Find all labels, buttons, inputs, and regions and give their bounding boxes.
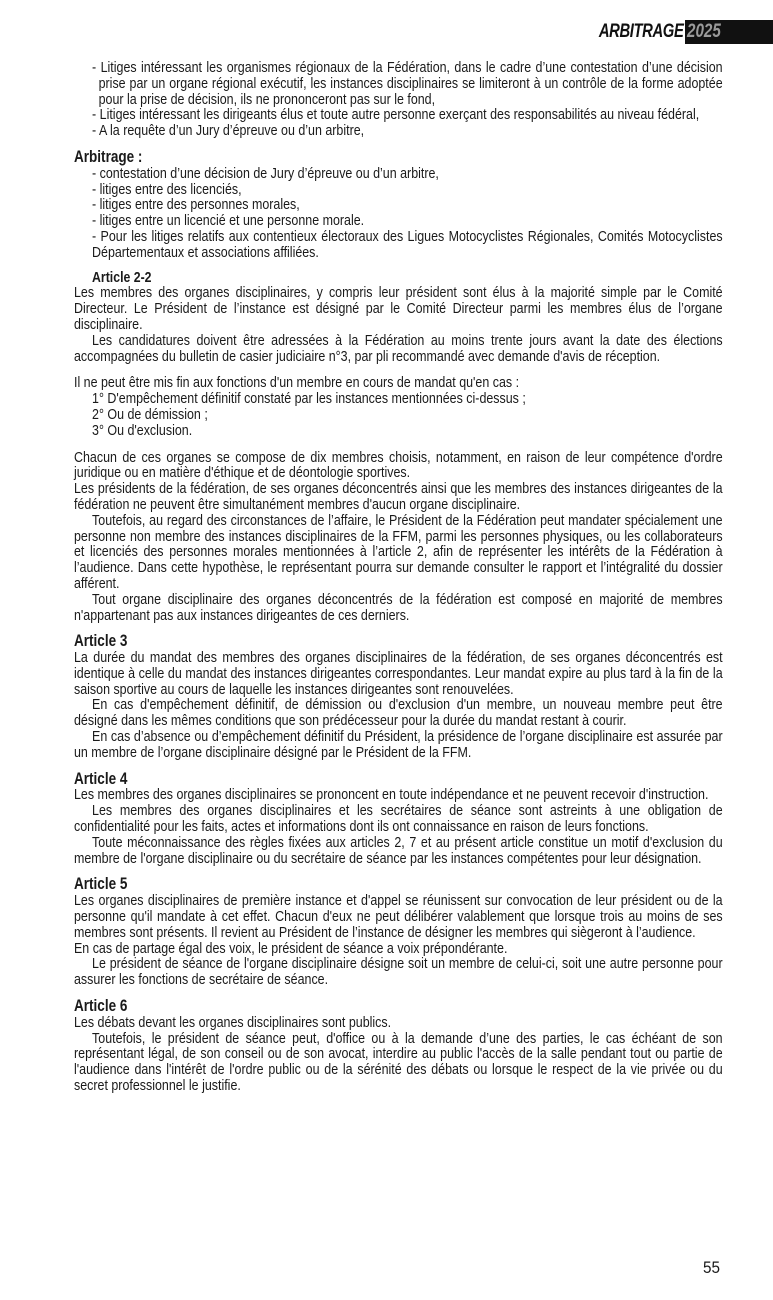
article-heading-4: Article 4	[74, 769, 128, 788]
list-item: - Litiges intéressant les dirigeants élus et toute autre personne exerçant des responsabilités au niveau fédéral,	[92, 106, 700, 124]
paragraph: En cas d'empêchement définitif, de démission ou d'exclusion d'un membre, un nouveau membre peut être désigné dans les mêmes conditions que son prédécesseur pour la durée du mandat restant à courir.	[74, 696, 723, 730]
header-year: 2025	[687, 21, 721, 42]
article-heading-5: Article 5	[74, 875, 128, 894]
page-number: 55	[703, 1258, 721, 1277]
list-item: 2° Ou de démission ;	[92, 405, 208, 423]
paragraph: Les membres des organes disciplinaires se prononcent en toute indépendance et ne peuvent recevoir d'instruction.	[74, 786, 709, 804]
paragraph: Il ne peut être mis fin aux fonctions d'un membre en cours de mandat qu'en cas :	[74, 374, 520, 392]
article-heading-3: Article 3	[74, 632, 128, 651]
paragraph: Chacun de ces organes se compose de dix membres choisis, notamment, en raison de leur compétence d'ordre juridique ou en matière d'éthique et de déontologie sportives.	[74, 448, 723, 482]
list-item: - A la requête d’un Jury d’épreuve ou d’un arbitre,	[92, 122, 365, 140]
list-item: - Pour les litiges relatifs aux contentieux électoraux des Ligues Motocyclistes Régionales, Comités Motocyclistes Départementaux et associations affiliées.	[92, 227, 723, 261]
arbitrage-list	[74, 166, 723, 261]
page-body	[74, 60, 723, 1094]
list-item: - Litiges intéressant les organismes régionaux de la Fédération, dans le cadre d’une contestation d’une décision prise par un organe régional exécutif, les instances disciplinaires se limiteront à un contrôle de la forme adoptée pour la prise de décision, ils ne prononceront pas sur le fond,	[92, 59, 723, 108]
paragraph: Les présidents de la fédération, de ses organes déconcentrés ainsi que les membres des instances dirigeantes de la fédération ne peuvent être simultanément membres d'aucun organe disciplinaire.	[74, 480, 723, 513]
paragraph: Les organes disciplinaires de première instance et d'appel se réunissent sur convocation de leur président ou de la personne qu'il mandate à cet effet. Chacun d'eux ne peut délibérer valablement que lorsque trois au moins de ses membres sont présents. Il revient au Président de l’instance de désigner les membres qui siègeront à l’audience.	[74, 892, 723, 941]
header-year-bar	[685, 20, 773, 44]
paragraph: Toutefois, au regard des circonstances de l’affaire, le Président de la Fédération peut mandater spécialement une personne non membre des instances disciplinaires de la FFM, parmi les personnes physiques, ou les collaborateurs et licenciés des personnes morales mentionnées à l’article 2, afin de représenter les intérêts de la Fédération à l’audience. Dans cette hypothèse, le représentant pourra sur demande consulter le rapport et l’intégralité du dossier afférent.	[74, 511, 723, 592]
paragraph: Les candidatures doivent être adressées à la Fédération au moins trente jours avant la date des élections accompagnées du bulletin de casier judiciaire n°3, par pli recommandé avec demande d'avis de réception.	[74, 331, 723, 365]
article-heading-2-2: Article 2-2	[92, 268, 152, 286]
paragraph: Toute méconnaissance des règles fixées aux articles 2, 7 et au présent article constitue un motif d'exclusion du membre de l'organe disciplinaire ou du secrétaire de séance par les instances compétentes pour leur désignation.	[74, 833, 723, 867]
list-item: 3° Ou d'exclusion.	[92, 421, 193, 439]
paragraph: Les membres des organes disciplinaires, y compris leur président sont élus à la majorité simple par le Comité Directeur. Le Président de l’instance est désigné par le Comité Directeur parmi les membres élus de l’organe disciplinaire.	[74, 284, 723, 333]
paragraph: En cas d’absence ou d’empêchement définitif du Président, la présidence de l’organe disciplinaire est assurée par un membre de l’organe disciplinaire désigné par le Président de la FFM.	[74, 728, 723, 761]
paragraph: Le président de séance de l'organe disciplinaire désigne soit un membre de celui-ci, soit une autre personne pour assurer les fonctions de secrétaire de séance.	[74, 955, 723, 989]
paragraph: Toutefois, le président de séance peut, d'office ou à la demande d’une des parties, le cas échéant de son représentant légal, de son conseil ou de son avocat, interdire au public l'accès de la salle pendant tout ou partie de l'audience dans l'intérêt de l'ordre public ou de la sérénité des débats ou lorsque le respect de la vie privée ou du secret professionnel le justifie.	[74, 1029, 723, 1095]
paragraph: La durée du mandat des membres des organes disciplinaires de la fédération, de ses organes déconcentrés est identique à celle du mandat des instances dirigeantes correspondantes. Leur mandat expire au plus tard à la fin de la saison sportive au cours de laquelle les instances dirigeantes sont renouvelées.	[74, 649, 723, 698]
list-item: - litiges entre des personnes morales,	[92, 196, 300, 214]
running-header	[0, 20, 773, 44]
list-item: - contestation d’une décision de Jury d’épreuve ou d’un arbitre,	[92, 164, 439, 182]
paragraph: Les débats devant les organes disciplinaires sont publics.	[74, 1013, 392, 1031]
article-heading-6: Article 6	[74, 997, 128, 1016]
header-title: ARBITRAGE	[598, 21, 683, 42]
section-heading-arbitrage: Arbitrage :	[74, 147, 143, 166]
list-item: - litiges entre un licencié et une personne morale.	[92, 212, 365, 230]
list-item: - litiges entre des licenciés,	[92, 180, 242, 198]
paragraph: Les membres des organes disciplinaires et les secrétaires de séance sont astreints à une obligation de confidentialité pour les faits, actes et informations dont ils ont connaissance en raison de leurs fonctions.	[74, 802, 723, 836]
paragraph: En cas de partage égal des voix, le président de séance a voix prépondérante.	[74, 939, 508, 957]
intro-list	[74, 60, 723, 139]
paragraph: Tout organe disciplinaire des organes déconcentrés de la fédération est composé en majorité de membres n'appartenant pas aux instances dirigeantes de ces derniers.	[74, 590, 723, 624]
list-item: 1° D'empêchement définitif constaté par les instances mentionnées ci-dessus ;	[92, 390, 526, 408]
